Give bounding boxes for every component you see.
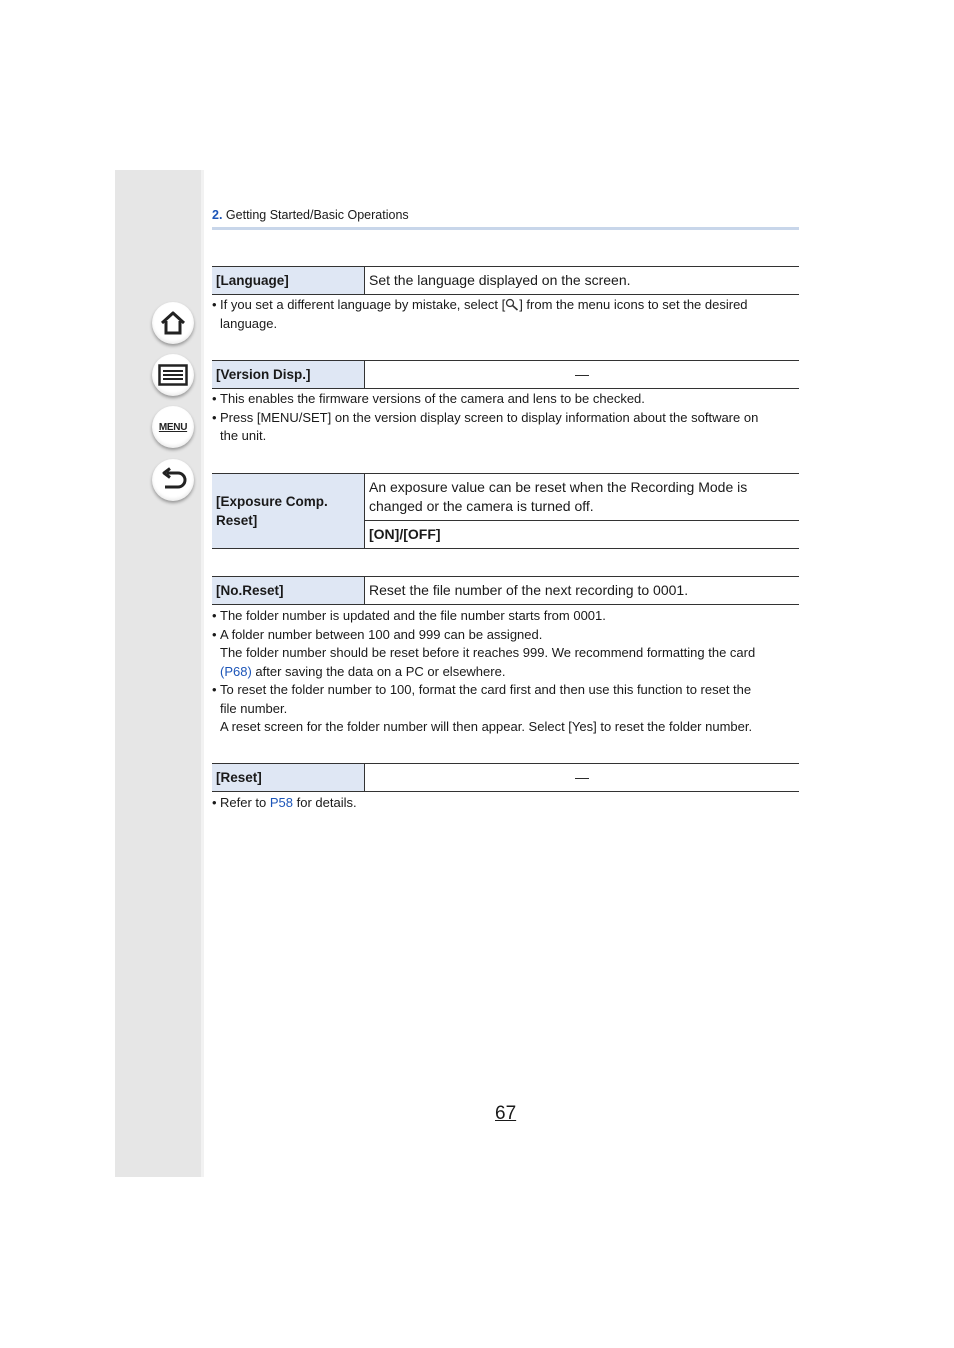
version-desc: — [365,361,800,389]
language-label: [Language] [212,267,365,295]
home-button[interactable] [152,302,194,344]
list-item: • A folder number between 100 and 999 can be assigned. The folder number should be reset before it reaches 999. We recommend formatting the card (P68) after saving the data on a PC or elsewhere. [212,626,756,679]
list-item: • This enables the firmware versions of the camera and lens to be checked. [212,391,645,406]
back-arrow-icon [159,467,187,493]
exposure-options: [ON]/[OFF] [365,521,800,549]
chapter-number: 2. [212,208,223,222]
language-table [212,266,799,295]
setup-wrench-icon [505,298,519,311]
exposure-desc: An exposure value can be reset when the Recording Mode is changed or the camera is turned off. [365,474,800,521]
exposure-table [212,473,799,549]
reset-table [212,763,799,792]
page-link-p68[interactable]: (P68) [220,663,252,679]
list-item: • If you set a different language by mistake, select [ ] from the menu icons to set the desired language. [212,297,748,331]
home-icon [159,310,187,336]
contents-button[interactable] [152,354,194,396]
chapter-title: Getting Started/Basic Operations [225,208,409,222]
back-button[interactable] [152,459,194,501]
list-item: • Refer to P58 for details. [212,795,357,810]
exposure-label: [Exposure Comp. Reset] [212,474,365,549]
menu-button[interactable] [152,406,194,448]
version-notes [212,390,799,446]
list-icon [158,364,188,386]
reset-label: [Reset] [212,764,365,792]
sidebar-nav [115,170,204,1177]
list-item: • To reset the folder number to 100, format the card first and then use this function to reset the file number. A reset screen for the folder number will then appear. Select [Yes] to reset the folder number. [212,682,753,734]
noreset-notes [212,607,799,737]
version-table [212,360,799,389]
noreset-label: [No.Reset] [212,577,365,605]
menu-label: MENU [158,421,188,433]
list-item: • Press [MENU/SET] on the version display screen to display information about the software on the unit. [212,409,759,443]
version-label: [Version Disp.] [212,361,365,389]
language-notes [212,296,799,333]
page-number: 67 [495,1103,517,1124]
chapter-header [212,208,799,230]
language-desc: Set the language displayed on the screen. [365,267,800,295]
reset-desc: — [365,764,800,792]
noreset-desc: Reset the file number of the next recording to 0001. [365,577,800,605]
page-link-p58[interactable]: P58 [269,795,293,810]
reset-notes [212,794,799,813]
list-item: • The folder number is updated and the file number starts from 0001. [212,608,606,623]
noreset-table [212,576,799,605]
